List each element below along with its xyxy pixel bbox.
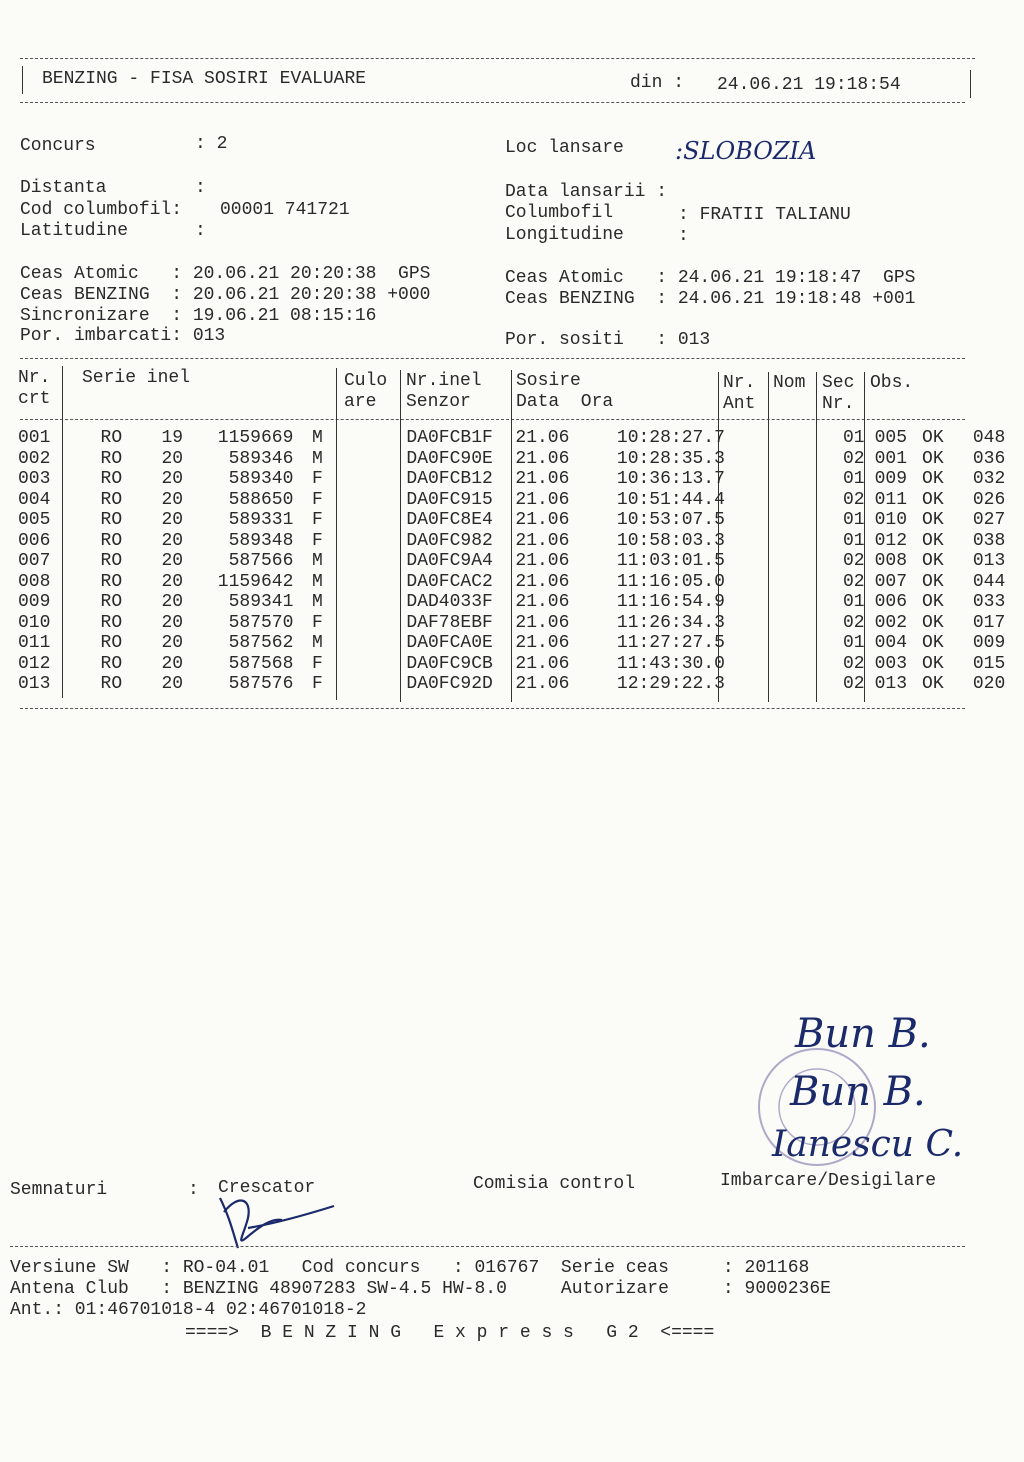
cell-ora: 11:27:27.5: [616, 633, 725, 653]
distanta-value: :: [195, 178, 206, 198]
cell-nom: 013: [874, 674, 908, 694]
cell-obs: 044: [972, 571, 1006, 592]
clock-right-2: Ceas BENZING : 24.06.21 19:18:48 +001: [505, 289, 916, 309]
signatures-label: Semnaturi: [10, 1180, 108, 1200]
cell-nr: 013: [18, 674, 51, 694]
data-lansarii-label: Data lansarii :: [505, 182, 668, 202]
cell-senzor: DA0FCA0E: [406, 633, 493, 653]
table-row: [14, 449, 1024, 470]
cell-an: 20: [161, 653, 184, 674]
cell-ant: 02: [843, 674, 865, 694]
cell-ora: 10:28:35.3: [616, 448, 725, 469]
cell-ant: 01: [843, 633, 865, 653]
cell-an: 20: [161, 571, 184, 592]
cell-senzor: DA0FCAC2: [406, 571, 493, 592]
cell-an: 20: [161, 530, 184, 551]
cell-nr: 003: [18, 469, 51, 489]
cell-nr: 009: [18, 592, 51, 612]
cell-tara: RO: [100, 633, 123, 653]
cell-sec: OK: [922, 428, 944, 448]
loc-lansare-label: Loc lansare: [505, 138, 624, 158]
table-row: [14, 592, 1024, 613]
cell-obs: 027: [972, 510, 1006, 530]
footer-banner: ====> B E N Z I N G E x p r e s s G 2 <====: [185, 1323, 715, 1343]
cell-inel: 589340: [228, 469, 294, 489]
cell-an: 20: [161, 489, 184, 510]
cell-nom: 008: [874, 551, 908, 571]
table-header-rule: [20, 419, 965, 420]
cell-nr: 004: [18, 489, 51, 510]
table-row: [14, 654, 1024, 675]
cell-sex: M: [312, 633, 323, 653]
cell-ora: 10:51:44.4: [616, 489, 725, 510]
cell-inel: 589346: [228, 448, 294, 469]
cell-culoare: [341, 654, 398, 675]
cell-sec: OK: [922, 510, 944, 530]
cell-nr: 005: [18, 510, 51, 530]
table-row: [14, 531, 1024, 552]
cell-an: 20: [161, 633, 184, 653]
cell-nom: 009: [874, 469, 908, 489]
cell-senzor: DA0FC9A4: [406, 551, 493, 571]
cell-obs: 026: [972, 489, 1006, 510]
cell-tara: RO: [100, 448, 123, 469]
imbarcare-label: Imbarcare/Desigilare: [720, 1171, 937, 1191]
cell-inel: 587576: [228, 674, 294, 694]
cell-sec: OK: [922, 592, 944, 612]
cell-senzor: DAF78EBF: [406, 612, 493, 633]
cell-ora: 11:26:34.3: [616, 612, 725, 633]
cell-sex: M: [312, 448, 323, 469]
table-row: [14, 572, 1024, 593]
cell-nom: 001: [874, 448, 908, 469]
cell-ant: 01: [843, 510, 865, 530]
longitudine-value: :: [678, 226, 689, 246]
cell-obs: 033: [972, 592, 1006, 612]
col-sec-nr: Sec Nr.: [822, 373, 855, 414]
header-left-border: [22, 66, 23, 94]
cell-inel: 1159642: [217, 571, 294, 592]
columbofil-label: Columbofil: [505, 203, 614, 223]
latitudine-value: :: [195, 221, 206, 241]
cell-tara: RO: [100, 489, 123, 510]
cell-an: 20: [161, 551, 184, 571]
cell-ant: 02: [843, 571, 865, 592]
col-obs: Obs.: [870, 373, 914, 393]
cell-data: 21.06: [515, 530, 570, 551]
cell-an: 20: [161, 674, 184, 694]
cell-sec: OK: [922, 571, 944, 592]
cell-sec: OK: [922, 448, 944, 469]
cell-data: 21.06: [515, 489, 570, 510]
cell-nom: 011: [874, 489, 908, 510]
cell-data: 21.06: [515, 653, 570, 674]
cell-obs: 017: [972, 612, 1006, 633]
cell-ora: 10:58:03.3: [616, 530, 725, 551]
cell-nom: 005: [874, 428, 908, 448]
cell-nr: 010: [18, 612, 51, 633]
cell-sex: M: [312, 551, 323, 571]
table-bottom-rule: [20, 708, 965, 709]
latitudine-label: Latitudine: [20, 221, 129, 241]
cell-inel: 587568: [228, 653, 294, 674]
signature-2: Bun B.: [790, 1069, 926, 1115]
footer-line-1: Versiune SW : RO-04.01 Cod concurs : 016767 Serie ceas : 201168: [10, 1258, 810, 1278]
cell-nom: 012: [874, 530, 908, 551]
cell-inel: 587566: [228, 551, 294, 571]
crescator-label: Crescator: [218, 1178, 316, 1198]
cell-sex: M: [312, 592, 323, 612]
cell-obs: 020: [972, 674, 1006, 694]
table-row: [14, 490, 1024, 511]
col-nr-inel-senzor: Nr.inel Senzor: [406, 371, 482, 412]
cell-culoare: [341, 469, 398, 490]
cell-inel: 588650: [228, 489, 294, 510]
cell-nr: 006: [18, 530, 51, 551]
cell-culoare: [341, 449, 398, 470]
cell-senzor: DA0FC8E4: [406, 510, 493, 530]
cell-sec: OK: [922, 489, 944, 510]
cell-inel: 587562: [228, 633, 294, 653]
cell-senzor: DA0FCB12: [406, 469, 493, 489]
comisia-label: Comisia control: [473, 1174, 636, 1194]
col-nom: Nom: [773, 373, 806, 393]
cell-nr: 008: [18, 571, 51, 592]
cell-obs: 015: [972, 653, 1006, 674]
cell-data: 21.06: [515, 674, 570, 694]
cell-sec: OK: [922, 469, 944, 489]
cell-data: 21.06: [515, 633, 570, 653]
report-date-label: din :: [630, 73, 685, 93]
cell-ant: 01: [843, 469, 865, 489]
cell-tara: RO: [100, 571, 123, 592]
cell-sex: F: [312, 530, 323, 551]
cell-sex: F: [312, 489, 323, 510]
cell-nom: 004: [874, 633, 908, 653]
cod-columbofil-label: Cod columbofil:: [20, 200, 183, 220]
signatures-colon: :: [188, 1180, 199, 1200]
header-top-border: [20, 58, 975, 59]
col-sosire: Sosire Data Ora: [516, 371, 614, 412]
cell-culoare: [341, 531, 398, 552]
clock-left-1: Ceas Atomic : 20.06.21 20:20:38 GPS: [20, 264, 431, 284]
cell-tara: RO: [100, 510, 123, 530]
cell-an: 20: [161, 469, 184, 489]
cell-an: 20: [161, 510, 184, 530]
table-row: [14, 428, 1024, 449]
cell-ant: 01: [843, 592, 865, 612]
table-top-rule: [20, 358, 965, 359]
cell-culoare: [341, 490, 398, 511]
cell-nom: 006: [874, 592, 908, 612]
cell-tara: RO: [100, 592, 123, 612]
cell-ora: 11:16:54.9: [616, 592, 725, 612]
table-row: [14, 469, 1024, 490]
cell-data: 21.06: [515, 571, 570, 592]
cell-nr: 001: [18, 428, 51, 448]
report-date-value: 24.06.21 19:18:54: [717, 75, 901, 95]
table-row: [14, 633, 1024, 654]
cell-sex: F: [312, 510, 323, 530]
cell-nom: 010: [874, 510, 908, 530]
cell-ora: 10:28:27.7: [616, 428, 725, 448]
cell-culoare: [341, 674, 398, 695]
cell-obs: 009: [972, 633, 1006, 653]
cell-senzor: DA0FC982: [406, 530, 493, 551]
cell-sec: OK: [922, 551, 944, 571]
arrivals-table: [14, 428, 1024, 695]
cell-data: 21.06: [515, 551, 570, 571]
cell-nr: 011: [18, 633, 51, 653]
cell-an: 20: [161, 448, 184, 469]
table-row: [14, 510, 1024, 531]
columbofil-value: : FRATII TALIANU: [678, 205, 851, 225]
distanta-label: Distanta: [20, 178, 107, 198]
footer-rule: [10, 1246, 965, 1247]
cell-ant: 01: [843, 530, 865, 551]
cell-ant: 02: [843, 653, 865, 674]
cell-senzor: DA0FC9CB: [406, 653, 493, 674]
cell-tara: RO: [100, 530, 123, 551]
cell-data: 21.06: [515, 448, 570, 469]
col-culoare: Culo are: [344, 371, 388, 412]
cell-culoare: [341, 510, 398, 531]
cell-sec: OK: [922, 530, 944, 551]
cell-data: 21.06: [515, 469, 570, 489]
cell-culoare: [341, 572, 398, 593]
cell-nom: 002: [874, 612, 908, 633]
cell-nr: 012: [18, 653, 51, 674]
cell-senzor: DA0FC90E: [406, 448, 493, 469]
cell-inel: 589341: [228, 592, 294, 612]
signature-3: Ianescu C.: [772, 1124, 964, 1165]
cell-tara: RO: [100, 469, 123, 489]
cell-obs: 036: [972, 448, 1006, 469]
cell-ant: 02: [843, 612, 865, 633]
cell-an: 20: [161, 612, 184, 633]
cod-columbofil-value: 00001 741721: [220, 200, 350, 220]
cell-inel: 587570: [228, 612, 294, 633]
cell-sec: OK: [922, 653, 944, 674]
concurs-label: Concurs: [20, 136, 96, 156]
cell-obs: 032: [972, 469, 1006, 489]
footer-line-3: Ant.: 01:46701018-4 02:46701018-2: [10, 1300, 367, 1320]
cell-ora: 10:36:13.7: [616, 469, 725, 489]
clock-right-1: Ceas Atomic : 24.06.21 19:18:47 GPS: [505, 268, 916, 288]
cell-sex: F: [312, 469, 323, 489]
cell-senzor: DAD4033F: [406, 592, 493, 612]
col-serie-inel: Serie inel: [82, 368, 191, 388]
cell-sex: M: [312, 571, 323, 592]
cell-data: 21.06: [515, 592, 570, 612]
clock-left-2: Ceas BENZING : 20.06.21 20:20:38 +000: [20, 285, 431, 305]
cell-ora: 11:16:05.0: [616, 571, 725, 592]
cell-tara: RO: [100, 612, 123, 633]
cell-tara: RO: [100, 653, 123, 674]
cell-culoare: [341, 613, 398, 634]
cell-inel: 589348: [228, 530, 294, 551]
footer-line-2: Antena Club : BENZING 48907283 SW-4.5 HW-8.0 Autorizare : 9000236E: [10, 1279, 831, 1299]
cell-culoare: [341, 592, 398, 613]
report-title: BENZING - FISA SOSIRI EVALUARE: [42, 69, 367, 89]
cell-nom: 007: [874, 571, 908, 592]
cell-sec: OK: [922, 674, 944, 694]
cell-sex: F: [312, 612, 323, 633]
loc-lansare-value: :SLOBOZIA: [675, 137, 817, 165]
cell-ant: 02: [843, 551, 865, 571]
cell-data: 21.06: [515, 428, 570, 448]
table-row: [14, 613, 1024, 634]
cell-sec: OK: [922, 612, 944, 633]
cell-ant: 01: [843, 428, 865, 448]
clock-left-3: Sincronizare : 19.06.21 08:15:16: [20, 306, 377, 326]
cell-ora: 10:53:07.5: [616, 510, 725, 530]
cell-sex: M: [312, 428, 323, 448]
cell-ora: 11:43:30.0: [616, 653, 725, 674]
cell-senzor: DA0FC915: [406, 489, 493, 510]
cell-tara: RO: [100, 674, 123, 694]
table-row: [14, 674, 1024, 695]
cell-tara: RO: [100, 428, 123, 448]
cell-data: 21.06: [515, 510, 570, 530]
cell-tara: RO: [100, 551, 123, 571]
cell-ant: 02: [843, 448, 865, 469]
cell-nr: 007: [18, 551, 51, 571]
cell-sec: OK: [922, 633, 944, 653]
clock-right-4: Por. sositi : 013: [505, 330, 711, 350]
cell-inel: 589331: [228, 510, 294, 530]
col-nr-ant: Nr. Ant: [723, 373, 756, 414]
cell-obs: 048: [972, 428, 1006, 448]
concurs-value: : 2: [195, 134, 228, 154]
cell-senzor: DA0FCB1F: [406, 428, 493, 448]
cell-ora: 11:03:01.5: [616, 551, 725, 571]
cell-sex: F: [312, 674, 323, 694]
col-nr-crt: Nr. crt: [18, 368, 51, 409]
cell-culoare: [341, 633, 398, 654]
cell-ora: 12:29:22.3: [616, 674, 725, 694]
cell-nr: 002: [18, 448, 51, 469]
cell-senzor: DA0FC92D: [406, 674, 493, 694]
cell-inel: 1159669: [217, 428, 294, 448]
cell-obs: 013: [972, 551, 1006, 571]
cell-an: 19: [161, 428, 184, 448]
signature-1: Bun B.: [795, 1011, 931, 1057]
cell-data: 21.06: [515, 612, 570, 633]
clock-left-4: Por. imbarcati: 013: [20, 326, 226, 346]
cell-obs: 038: [972, 530, 1006, 551]
cell-sex: F: [312, 653, 323, 674]
header-right-border: [970, 70, 971, 98]
header-bottom-border: [20, 102, 965, 103]
cell-culoare: [341, 428, 398, 449]
crescator-signature: [212, 1188, 342, 1252]
table-row: [14, 551, 1024, 572]
cell-an: 20: [161, 592, 184, 612]
cell-nom: 003: [874, 653, 908, 674]
cell-ant: 02: [843, 489, 865, 510]
longitudine-label: Longitudine: [505, 225, 624, 245]
cell-culoare: [341, 551, 398, 572]
